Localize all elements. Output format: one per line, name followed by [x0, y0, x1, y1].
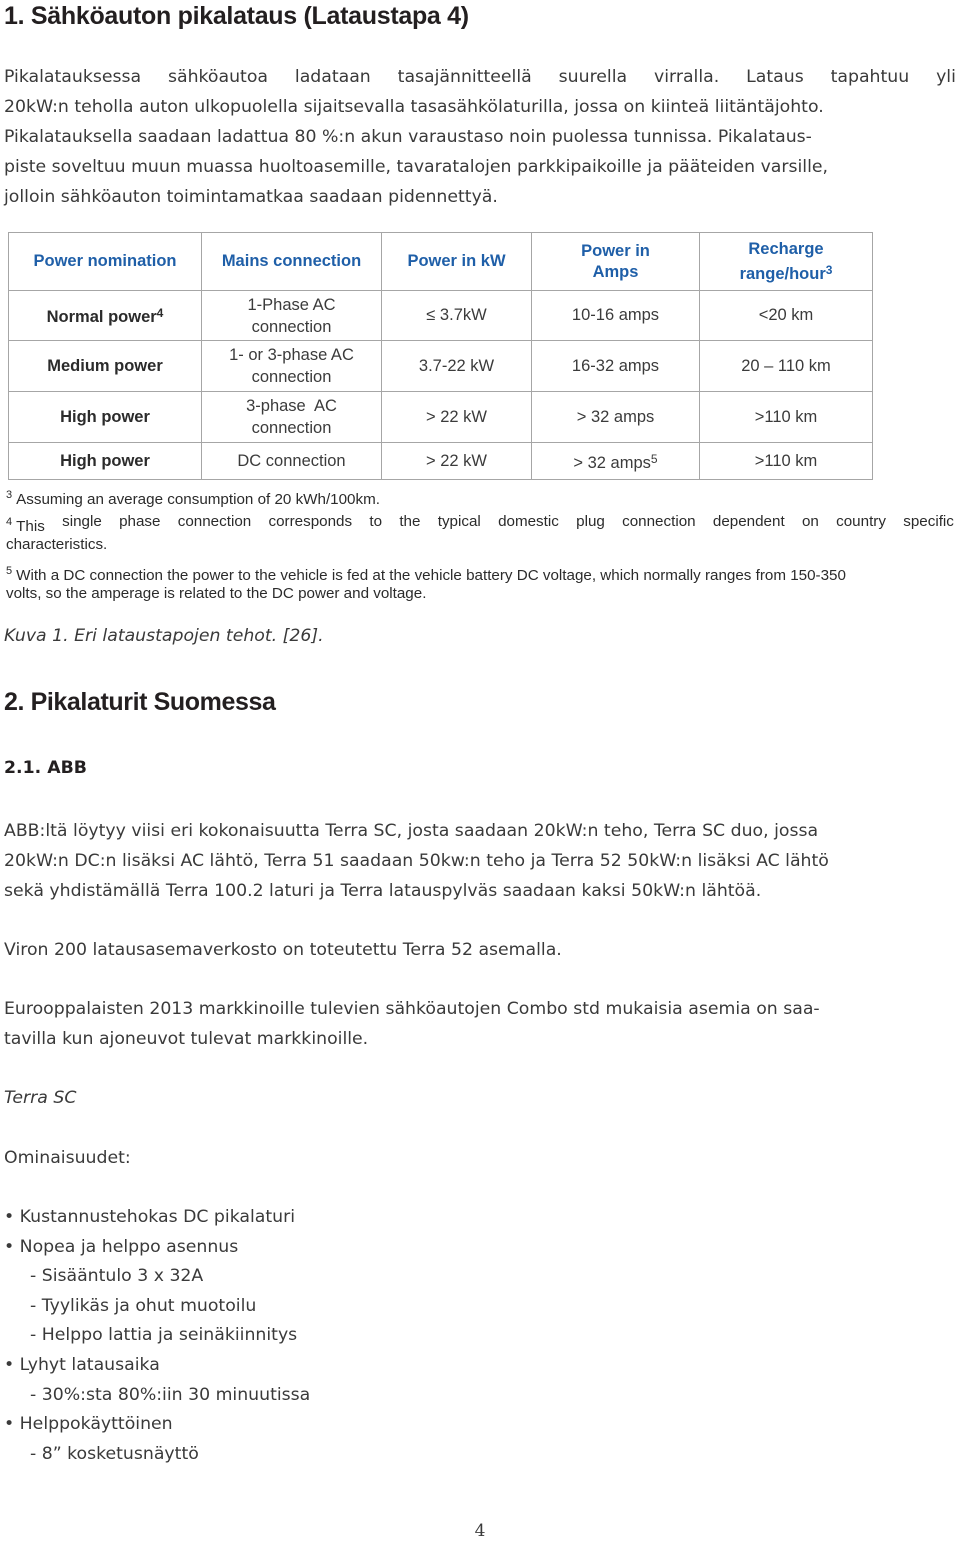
- table-row: [9, 392, 873, 443]
- intro-word: tapahtuu: [830, 67, 910, 87]
- footnote-word: dependent: [712, 513, 785, 530]
- intro-word: yli: [936, 67, 956, 87]
- features-label: [4, 1143, 956, 1173]
- abb-line-1: ABB:ltä löytyy viisi eri kokonaisuutta Terra SC, josta saadaan 20kW:n teho, Terra SC duo, jossa: [4, 821, 819, 841]
- abb-line-3: sekä yhdistämällä Terra 100.2 laturi ja Terra latauspylväs saadaan kaksi 50kW:n lähtöä.: [4, 881, 762, 901]
- abb-line-2: 20kW:n DC:n lisäksi AC lähtö, Terra 51 saadaan 50kw:n teho ja Terra 52 50kW:n lisäksi AC lähtö: [4, 851, 829, 871]
- header-power-in-kw: Power in kW: [382, 233, 532, 291]
- mains-line1: 3-phase AC: [246, 397, 337, 415]
- intro-word: Pikalatauksessa: [4, 67, 142, 87]
- footnote-word: phase: [119, 513, 161, 530]
- cell-amps: [532, 443, 700, 480]
- header-power-in-amps: [532, 233, 700, 291]
- list-item: • Kustannustehokas DC pikalaturi: [4, 1207, 296, 1227]
- features-label-text: Ominaisuudet:: [4, 1148, 131, 1168]
- intro-paragraph: [4, 62, 956, 212]
- table-row: [9, 341, 873, 392]
- table-row: [9, 291, 873, 341]
- cell-kw: 3.7-22 kW: [382, 341, 532, 392]
- footnote-5-continuation: volts, so the amperage is related to the DC power and voltage.: [6, 585, 427, 602]
- header-recharge-line1: Recharge: [748, 239, 824, 258]
- intro-line-1: [4, 62, 956, 92]
- header-recharge-range: [700, 233, 873, 291]
- footnote-mark: 4: [6, 516, 13, 528]
- viro-paragraph: [4, 935, 956, 965]
- cell-amps: > 32 amps: [532, 392, 700, 443]
- cell-mains: [202, 291, 382, 341]
- intro-line-2: 20kW:n teholla auton ulkopuolella sijaitsevalla tasasähkölaturilla, jossa on kiinteä liitäntäjohto.: [4, 97, 824, 117]
- cell-amps: 10-16 amps: [532, 291, 700, 341]
- charging-power-table: [8, 232, 873, 480]
- amps-text: > 32 amps: [573, 453, 651, 472]
- feature-list: [4, 1203, 310, 1469]
- footnote-word: typical: [437, 513, 481, 530]
- cell-mains: [202, 392, 382, 443]
- footnote-word: specific: [903, 513, 954, 530]
- header-mains-connection: Mains connection: [202, 233, 382, 291]
- cell-range: >110 km: [700, 392, 873, 443]
- abb-paragraph: [4, 816, 956, 906]
- header-power-in-amps-line1: Power in: [581, 241, 650, 260]
- combo-paragraph: [4, 994, 956, 1054]
- list-subitem: - Helppo lattia ja seinäkiinnitys: [30, 1325, 298, 1346]
- table-row: [9, 443, 873, 480]
- cell-nomination: Medium power: [9, 341, 202, 392]
- footnote-ref: 5: [650, 451, 658, 466]
- footnote-word: single: [62, 513, 102, 530]
- cell-mains: DC connection: [202, 443, 382, 480]
- intro-word: suurella: [558, 67, 628, 87]
- list-item: • Nopea ja helppo asennus: [4, 1236, 239, 1257]
- intro-word: sähköautoa: [168, 67, 268, 87]
- intro-line-3: Pikalatauksella saadaan ladattua 80 %:n akun varaustaso noin puolessa tunnissa. Pikalataus-: [4, 127, 812, 147]
- footnote-word: on: [801, 513, 819, 530]
- header-recharge-line2: [702, 260, 870, 285]
- footnote-text: Assuming an average consumption of 20 kWh/100km.: [16, 491, 380, 508]
- cell-nomination: High power: [9, 443, 202, 480]
- list-subitem: - Tyylikäs ja ohut muotoilu: [30, 1295, 257, 1316]
- list-item: • Lyhyt latausaika: [4, 1354, 160, 1375]
- cell-nomination: High power: [9, 392, 202, 443]
- cell-nomination: [9, 291, 202, 341]
- footnote-word: connection: [622, 513, 696, 530]
- footnote-text: With a DC connection the power to the vehicle is fed at the vehicle battery DC voltage, which normally ranges from 150-350: [16, 567, 846, 584]
- footnote-mark: 5: [6, 565, 13, 577]
- footnote-ref: 3: [825, 262, 833, 277]
- header-recharge-text: range/hour: [739, 264, 826, 283]
- list-subitem: - Sisääntulo 3 x 32A: [30, 1266, 204, 1287]
- heading-pikalaturit-suomessa: 2. Pikalaturit Suomessa: [4, 688, 276, 716]
- header-power-in-amps-line2: Amps: [592, 262, 639, 281]
- mains-line2: connection: [251, 419, 332, 437]
- mains-line2: connection: [251, 317, 332, 336]
- footnote-word: domestic: [498, 513, 559, 530]
- header-power-nomination: Power nomination: [9, 233, 202, 291]
- cell-amps: 16-32 amps: [532, 341, 700, 392]
- footnote-mark: 3: [6, 489, 13, 501]
- intro-word: virralla.: [654, 67, 720, 87]
- mains-line2: connection: [251, 368, 332, 386]
- footnote-word: connection: [177, 513, 252, 530]
- footnote-word: corresponds: [268, 513, 353, 530]
- list-subitem: - 8” kosketusnäyttö: [30, 1443, 199, 1464]
- viro-line: Viron 200 latausasemaverkosto on toteutettu Terra 52 asemalla.: [4, 940, 562, 960]
- product-name-text: Terra SC: [4, 1088, 77, 1108]
- cell-kw: > 22 kW: [382, 392, 532, 443]
- footnote-word: the: [399, 513, 421, 530]
- cell-kw: > 22 kW: [382, 443, 532, 480]
- intro-line-4: piste soveltuu muun muassa huoltoasemille, tavaratalojen parkkipaikoille ja pääteiden varsille,: [4, 157, 829, 177]
- combo-line-2: tavilla kun ajoneuvot tulevat markkinoille.: [4, 1029, 369, 1049]
- footnote-word: plug: [576, 513, 605, 530]
- cell-range: <20 km: [700, 291, 873, 341]
- footnote-word: country: [836, 513, 886, 530]
- cell-mains: [202, 341, 382, 392]
- mains-line1: 1-Phase AC: [247, 295, 336, 314]
- cell-kw: ≤ 3.7kW: [382, 291, 532, 341]
- cell-range: 20 – 110 km: [700, 341, 873, 392]
- list-item: • Helppokäyttöinen: [4, 1414, 173, 1435]
- intro-word: Lataus: [746, 67, 804, 87]
- intro-line-5: jolloin sähköauton toimintamatkaa saadaan pidennettyä.: [4, 187, 498, 207]
- nomination-text: Normal power: [46, 308, 157, 326]
- table-header-row: [9, 233, 873, 291]
- heading-sahkoauton-pikalataus: 1. Sähköauton pikalataus (Lataustapa 4): [4, 2, 469, 30]
- intro-word: ladataan: [294, 67, 371, 87]
- footnote-3: [6, 484, 380, 511]
- footnote-4-continuation: characteristics.: [6, 536, 108, 553]
- footnote-word-text: This: [16, 518, 45, 535]
- footnote-4: [6, 511, 954, 538]
- product-name: [4, 1083, 956, 1113]
- mains-line1: 1- or 3-phase AC: [229, 346, 354, 364]
- figure-caption: Kuva 1. Eri lataustapojen tehot. [26].: [4, 626, 324, 646]
- intro-word: tasajännitteellä: [397, 67, 532, 87]
- footnote-ref: 4: [156, 306, 164, 320]
- page-number: 4: [474, 1521, 486, 1541]
- list-subitem: - 30%:sta 80%:iin 30 minuutissa: [30, 1384, 311, 1405]
- heading-abb: 2.1. ABB: [4, 758, 87, 778]
- cell-range: >110 km: [700, 443, 873, 480]
- footnote-word: to: [369, 513, 383, 530]
- combo-line-1: Eurooppalaisten 2013 markkinoille tulevien sähköautojen Combo std mukaisia asemia on saa-: [4, 999, 820, 1019]
